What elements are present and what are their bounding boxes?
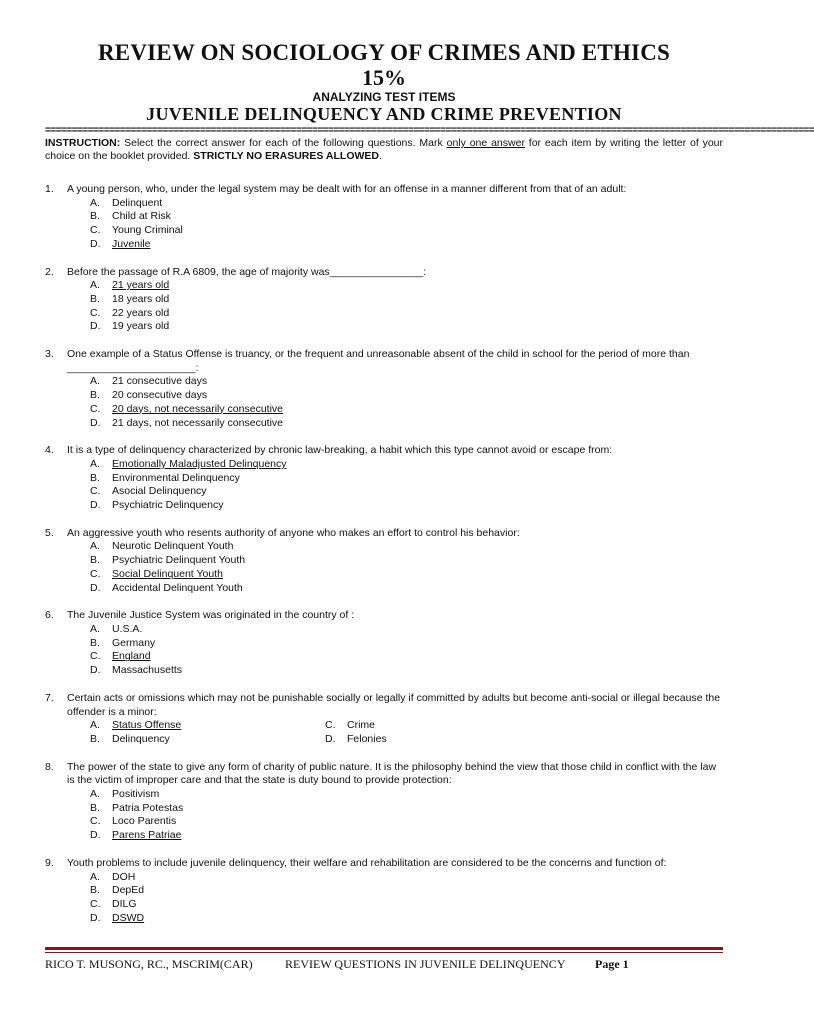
choice-letter: B. (90, 884, 100, 897)
footer-page-number: Page 1 (595, 957, 629, 971)
choice-letter: C. (325, 719, 336, 732)
document-page (45, 40, 814, 939)
choice-text: 20 consecutive days (112, 389, 208, 402)
question-text: An aggressive youth who resents authority of anyone who makes an effort to control his behavior: (67, 526, 520, 539)
answer-choice (90, 389, 723, 403)
question-stem (45, 348, 723, 375)
choice-letter: B. (90, 210, 100, 223)
choice-row (90, 733, 723, 747)
question-text: Before the passage of R.A 6809, the age of majority was________________: (67, 265, 427, 278)
choice-text: Accidental Delinquent Youth (112, 581, 243, 594)
question-number: 3. (45, 348, 54, 361)
instruction-period: . (379, 150, 382, 162)
choice-text: Psychiatric Delinquent Youth (112, 554, 246, 567)
document-subtitle: ANALYZING TEST ITEMS (312, 90, 456, 104)
choice-text: U.S.A. (112, 622, 143, 635)
answer-choice (90, 375, 723, 389)
choice-text: DOH (112, 870, 136, 883)
answer-choice (90, 664, 723, 678)
footer-rule-thin (45, 952, 723, 953)
question-text: One example of a Status Offense is truancy, or the frequent and unreasonable absent of the child in school for the period of more than ______________________: (67, 348, 690, 374)
question-stem (45, 183, 723, 197)
choice-letter: A. (90, 375, 100, 388)
question-stem (45, 761, 723, 788)
choice-letter: D. (90, 581, 101, 594)
question-number: 6. (45, 609, 54, 622)
choice-letter: D. (325, 732, 336, 745)
choice-letter: D. (90, 499, 101, 512)
instruction-text-1: Select the correct answer for each of the following questions. Mark (120, 137, 447, 149)
choice-letter: D. (90, 664, 101, 677)
choice-letter: D. (90, 829, 101, 842)
question-number: 9. (45, 856, 54, 869)
question-text: A young person, who, under the legal system may be dealt with for an offense in a manner different from that of an adult: (67, 183, 627, 195)
choice-letter: C. (90, 402, 101, 415)
choice-list (45, 623, 723, 678)
choice-text: Patria Potestas (112, 801, 184, 814)
question-text: The Juvenile Justice System was originated in the country of : (67, 609, 355, 622)
choice-list (45, 197, 723, 252)
choice-text: Neurotic Delinquent Youth (112, 540, 234, 553)
choice-text: Delinquency (112, 732, 170, 745)
answer-choice (90, 568, 723, 582)
question-stem (45, 266, 723, 280)
choice-letter: A. (90, 870, 100, 883)
choice-letter: C. (90, 815, 101, 828)
choice-text: Juvenile (112, 237, 151, 250)
instruction-block (45, 137, 723, 163)
answer-choice (90, 898, 723, 912)
choice-text: 22 years old (112, 306, 170, 319)
answer-choice (90, 884, 723, 898)
question-stem (45, 527, 723, 541)
answer-choice (90, 650, 723, 664)
document-title: REVIEW ON SOCIOLOGY OF CRIMES AND ETHICS (97, 40, 671, 65)
answer-choice (90, 320, 723, 334)
choice-text: Psychiatric Delinquency (112, 499, 224, 512)
choice-list (45, 458, 723, 513)
choice-text: DILG (112, 897, 137, 910)
answer-choice (90, 279, 723, 293)
choice-column (325, 733, 560, 747)
choice-text: Young Criminal (112, 224, 183, 237)
choice-letter: C. (90, 224, 101, 237)
choice-letter: D. (90, 237, 101, 250)
answer-choice (90, 458, 723, 472)
question-text: The power of the state to give any form of charity of public nature. It is the philosophy behind the view that those child in conflict with the law is the victim of improper care and that the state is duty bound to provide protection: (67, 760, 717, 787)
question-number: 1. (45, 183, 54, 195)
choice-text: Crime (347, 719, 375, 732)
choice-letter: B. (90, 389, 100, 402)
instruction-text-2: for each item by writing the letter of your choice on the booklet provided. (45, 137, 724, 162)
question-item (45, 609, 723, 678)
choice-text: Parens Patriae (112, 829, 182, 842)
choice-letter: D. (90, 320, 101, 333)
answer-choice (90, 623, 723, 637)
question-item (45, 857, 723, 926)
answer-choice (90, 485, 723, 499)
answer-choice (90, 815, 723, 829)
question-item (45, 444, 723, 513)
choice-list (45, 788, 723, 843)
choice-text: 18 years old (112, 292, 170, 305)
choice-letter: C. (90, 485, 101, 498)
choice-letter: A. (90, 719, 100, 732)
answer-choice (90, 472, 723, 486)
answer-choice (90, 733, 325, 747)
choice-letter: A. (90, 622, 100, 635)
choice-text: Delinquent (112, 196, 163, 209)
question-text: Certain acts or omissions which may not be punishable socially or legally if committed by adults but become anti-social or illegal because the offender is a minor: (67, 691, 721, 718)
choice-text: Status Offense (112, 719, 182, 732)
answer-choice (90, 912, 723, 926)
answer-choice (90, 499, 723, 513)
answer-choice (90, 403, 723, 417)
choice-list (45, 719, 723, 746)
choice-letter: C. (90, 650, 101, 663)
answer-choice (90, 417, 723, 431)
answer-choice (90, 554, 723, 568)
choice-text: DSWD (112, 911, 145, 924)
page-footer (45, 957, 723, 972)
choice-text: Environmental Delinquency (112, 471, 240, 484)
choice-letter: B. (90, 554, 100, 567)
answer-choice (90, 210, 723, 224)
answer-choice (90, 238, 723, 252)
choice-text: DepEd (112, 884, 145, 897)
answer-choice (90, 224, 723, 238)
answer-choice (325, 733, 560, 747)
answer-choice (90, 540, 723, 554)
separator-rule: ================================================================================================================================================ (45, 125, 814, 136)
choice-list (45, 871, 723, 926)
answer-choice (90, 197, 723, 211)
choice-text: Positivism (112, 788, 160, 801)
question-number: 5. (45, 526, 54, 539)
question-stem (45, 444, 723, 458)
choice-letter: B. (90, 636, 100, 649)
footer-rule (45, 947, 723, 953)
choice-letter: C. (90, 306, 101, 319)
choice-letter: C. (90, 567, 101, 580)
instruction-underlined: only one answer (446, 137, 525, 149)
answer-choice (90, 293, 723, 307)
question-text: Youth problems to include juvenile delinquency, their welfare and rehabilitation are considered to be the concerns and function of: (67, 856, 667, 869)
instruction-label: INSTRUCTION: (45, 137, 121, 149)
choice-letter: C. (90, 897, 101, 910)
footer-course: REVIEW QUESTIONS IN JUVENILE DELINQUENCY (285, 957, 566, 971)
choice-letter: B. (90, 801, 100, 814)
footer-author: RICO T. MUSONG, RC., MSCRIM(CAR) (45, 957, 253, 971)
choice-letter: A. (90, 196, 100, 209)
choice-letter: D. (90, 911, 101, 924)
choice-letter: A. (90, 279, 100, 292)
choice-text: 21 consecutive days (112, 375, 208, 388)
question-number: 2. (45, 265, 54, 278)
question-item (45, 692, 723, 747)
question-stem (45, 857, 723, 871)
choice-column (325, 719, 560, 733)
question-item (45, 348, 723, 430)
question-number: 8. (45, 760, 54, 773)
choice-text: Emotionally Maladjusted Delinquency (112, 457, 287, 470)
choice-letter: B. (90, 732, 100, 745)
choice-row (90, 719, 723, 733)
answer-choice (90, 582, 723, 596)
choice-list (45, 279, 723, 334)
choice-text: England (112, 650, 151, 663)
question-item (45, 183, 723, 252)
choice-text: Loco Parentis (112, 815, 177, 828)
choice-list (45, 375, 723, 430)
answer-choice (90, 637, 723, 651)
choice-letter: A. (90, 540, 100, 553)
choice-text: Felonies (347, 732, 387, 745)
choice-letter: A. (90, 788, 100, 801)
choice-column (90, 719, 325, 733)
choice-letter: B. (90, 471, 100, 484)
choice-text: Massachusetts (112, 664, 183, 677)
choice-text: Germany (112, 636, 156, 649)
choice-text: 19 years old (112, 320, 170, 333)
question-item (45, 761, 723, 843)
question-stem (45, 692, 723, 719)
choice-text: Asocial Delinquency (112, 485, 207, 498)
choice-text: Child at Risk (112, 210, 171, 223)
answer-choice (90, 829, 723, 843)
question-number: 7. (45, 691, 54, 704)
choice-text: 20 days, not necessarily consecutive (112, 402, 284, 415)
answer-choice (90, 307, 723, 321)
choice-text: 21 days, not necessarily consecutive (112, 416, 284, 429)
topic-heading: JUVENILE DELINQUENCY AND CRIME PREVENTION (146, 104, 622, 124)
question-list (45, 183, 723, 925)
question-item (45, 527, 723, 596)
answer-choice (90, 788, 723, 802)
instruction-warning: STRICTLY NO ERASURES ALLOWED (193, 150, 379, 162)
answer-choice (90, 719, 325, 733)
answer-choice (90, 871, 723, 885)
choice-letter: B. (90, 292, 100, 305)
choice-letter: A. (90, 457, 100, 470)
choice-text: 21 years old (112, 279, 170, 292)
choice-column (90, 733, 325, 747)
choice-list (45, 540, 723, 595)
choice-letter: D. (90, 416, 101, 429)
question-number: 4. (45, 444, 54, 457)
choice-text: Social Delinquent Youth (112, 567, 223, 580)
answer-choice (325, 719, 560, 733)
question-stem (45, 609, 723, 623)
answer-choice (90, 802, 723, 816)
weight-percent: 15% (362, 65, 406, 90)
question-text: It is a type of delinquency characterized by chronic law-breaking, a habit which this type cannot avoid or escape from: (67, 444, 613, 457)
footer-rule-thick (45, 947, 723, 950)
question-item (45, 266, 723, 335)
